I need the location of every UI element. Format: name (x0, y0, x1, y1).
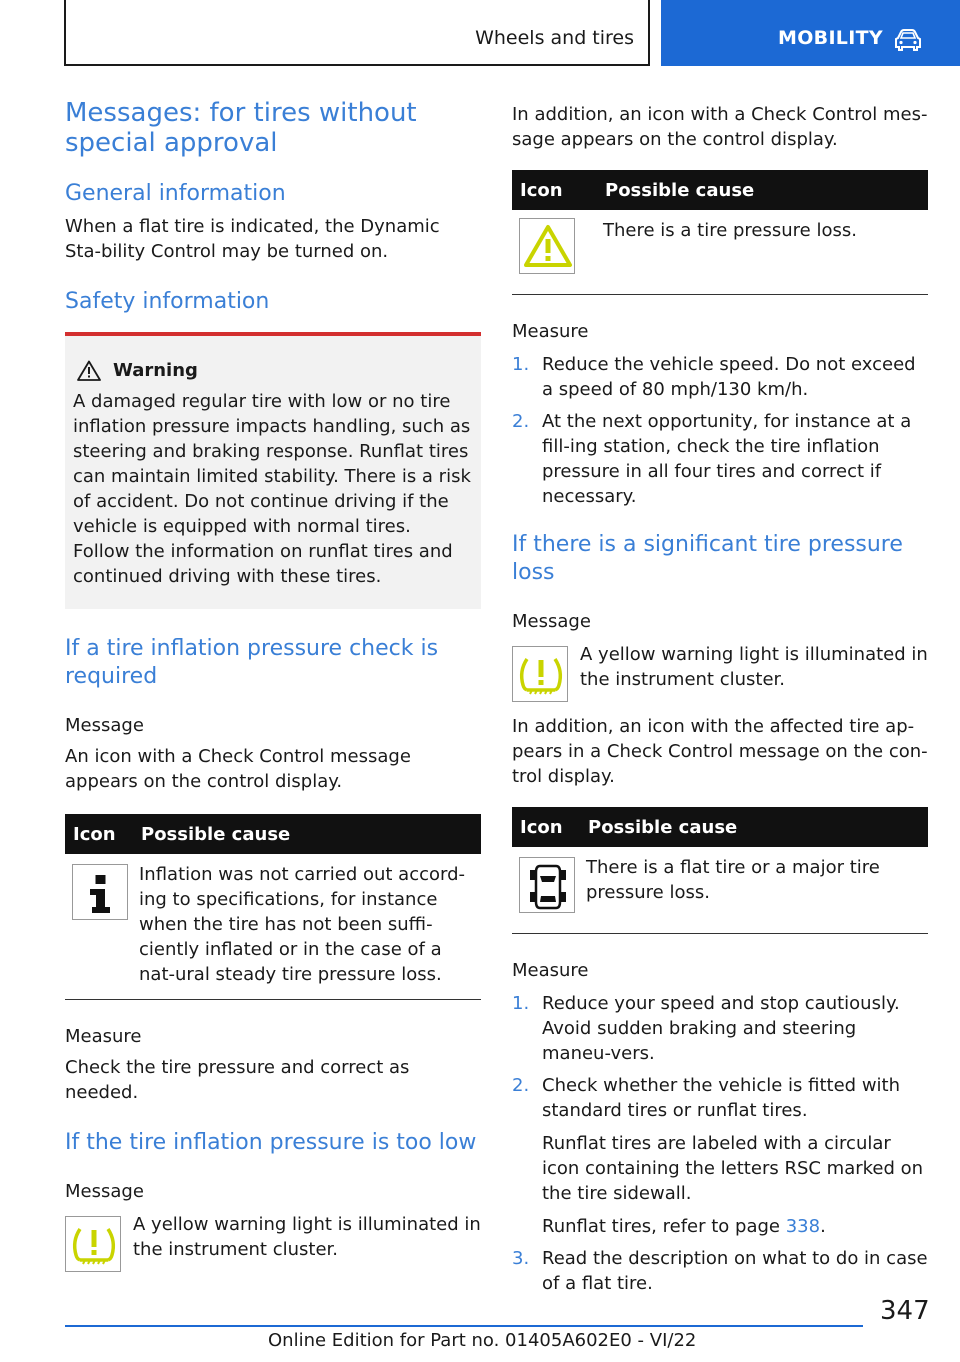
sig-message-row (512, 642, 928, 702)
sig-cause-text: There is a flat tire or a major tire pressure loss. (580, 847, 928, 934)
warning-text: A damaged regular tire with low or no tire inflation pressure impacts handling, such as steering and braking response. Runflat tires can maintain limited stability. There is a risk of accident. Do not continue driving if the vehicle is equipped with normal tires. Follow the information on runflat tires and continued driving with these tires. (73, 391, 471, 587)
left-column (65, 98, 481, 1272)
warning-title: Warning (113, 360, 198, 381)
sig-message-text: A yellow warning light is illuminated in the instrument cluster. (580, 644, 928, 690)
general-text: When a flat tire is indicated, the Dynamic Sta-bility Control may be turned on. (65, 216, 440, 262)
low-cause-table (512, 170, 928, 295)
safety-heading: Safety information (65, 289, 270, 314)
table-row (512, 847, 928, 934)
page-number: 347 (880, 1296, 930, 1326)
table-head-icon: Icon (65, 814, 133, 854)
warning-header (73, 358, 473, 383)
table-head-icon: Icon (512, 807, 580, 847)
yellow-warning-triangle-icon (519, 218, 575, 274)
check-message-text: An icon with a Check Control message appears on the control display. (65, 746, 411, 792)
list-item: 1. Reduce the vehicle speed. Do not exceed a speed of 80 mph/130 km/h. (512, 354, 916, 400)
table-head-icon: Icon (512, 170, 597, 210)
table-row (65, 854, 481, 1000)
significant-heading: If there is a significant tire pressure loss (512, 532, 903, 585)
sig-intro: In addition, an icon with the affected tire ap-pears in a Check Control message on the con-trol display. (512, 716, 928, 787)
list-item: 2. Check whether the vehicle is fitted with standard tires or runflat tires. Runflat tires are labeled with a circular icon containing the letters RSC marked on the tire sidewall. Runflat tires, refer to page 338. (512, 1075, 924, 1237)
list-item: 2. At the next opportunity, for instance at a fill-ing station, check the tire inflation pressure in all four tires and correct if necessary. (512, 411, 912, 507)
flat-tire-car-icon (519, 857, 575, 913)
warning-box (65, 332, 481, 609)
low-cause-text: There is a tire pressure loss. (597, 210, 928, 295)
low-message-row (65, 1212, 481, 1272)
warning-triangle-icon (77, 360, 101, 381)
info-icon (72, 864, 128, 920)
right-intro: In addition, an icon with a Check Control mes-sage appears on the control display. (512, 104, 928, 150)
header-chapter-title: MOBILITY (778, 27, 883, 49)
low-message-label: Message (65, 1181, 144, 1202)
sig-cause-table (512, 807, 928, 934)
list-item: 3. Read the description on what to do in case of a flat tire. (512, 1248, 928, 1294)
table-head-cause: Possible cause (580, 807, 928, 847)
check-measure-text: Check the tire pressure and correct as needed. (65, 1057, 410, 1103)
right-column (512, 102, 928, 1303)
measure-label: Measure (512, 321, 589, 342)
general-heading: General information (65, 181, 286, 206)
footer-divider (65, 1325, 863, 1327)
main-heading: Messages: for tires without special approval (65, 98, 417, 158)
check-cause-table (65, 814, 481, 1000)
tire-pressure-warning-icon (512, 646, 568, 702)
header-section-box (64, 0, 650, 66)
sig-measure-label: Measure (512, 960, 589, 981)
page-link[interactable]: 338 (785, 1216, 821, 1237)
sig-message-label: Message (512, 611, 591, 632)
header-chapter-box (661, 0, 960, 66)
table-head-cause: Possible cause (597, 170, 928, 210)
table-head-cause: Possible cause (133, 814, 481, 854)
check-measure-label: Measure (65, 1026, 142, 1047)
check-heading: If a tire inflation pressure check is required (65, 636, 439, 689)
header-section-title: Wheels and tires (475, 27, 634, 49)
table-row (512, 210, 928, 295)
sig-measure-steps (512, 991, 928, 1296)
low-heading: If the tire inflation pressure is too low (65, 1130, 477, 1155)
measure-steps (512, 352, 928, 509)
check-message-label: Message (65, 715, 144, 736)
car-icon (893, 28, 923, 52)
check-cause-text: Inflation was not carried out accord-ing to specifications, for instance when the tire has not been suffi-ciently inflated or in the case of a nat-ural steady tire pressure loss. (133, 854, 481, 1000)
footer-edition: Online Edition for Part no. 01405A602E0 - VI/22 (268, 1330, 697, 1351)
low-message-text: A yellow warning light is illuminated in the instrument cluster. (133, 1214, 481, 1260)
list-item: 1. Reduce your speed and stop cautiously. Avoid sudden braking and steering maneu-vers. (512, 993, 900, 1064)
tire-pressure-warning-icon (65, 1216, 121, 1272)
